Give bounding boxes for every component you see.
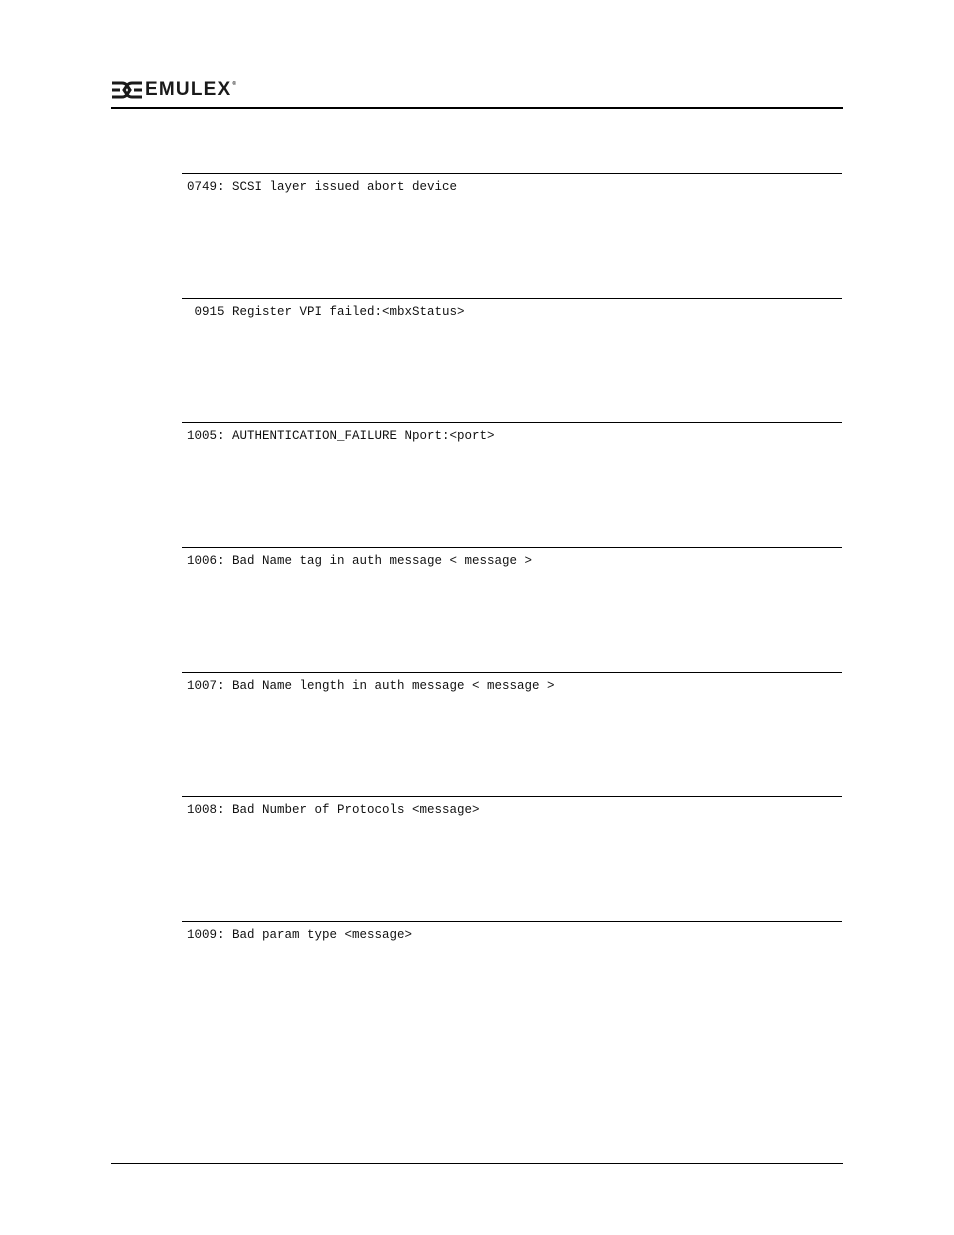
- emulex-mark-icon: [111, 80, 143, 100]
- entry-divider: [182, 298, 842, 299]
- message-entry-0915: [182, 298, 842, 422]
- message-text: 1009: Bad param type <message>: [187, 928, 413, 942]
- entry-divider: [182, 796, 842, 797]
- logo-trademark: ®: [232, 81, 238, 87]
- page-header: [111, 78, 843, 110]
- message-text: 1007: Bad Name length in auth message < message >: [187, 679, 555, 693]
- message-entry-1005: [182, 422, 842, 546]
- header-divider: [111, 107, 843, 109]
- message-entry-1007: [182, 672, 842, 796]
- message-text: 1006: Bad Name tag in auth message < message >: [187, 554, 533, 568]
- entry-divider: [182, 422, 842, 423]
- logo-wordmark: EMULEX®: [145, 79, 238, 100]
- message-entry-1006: [182, 547, 842, 671]
- emulex-logo: [111, 80, 237, 100]
- message-entry-0749: [182, 173, 842, 297]
- message-text: 0915 Register VPI failed:<mbxStatus>: [187, 305, 465, 319]
- entry-divider: [182, 547, 842, 548]
- message-entry-1008: [182, 796, 842, 920]
- entry-divider: [182, 672, 842, 673]
- footer-divider: [111, 1163, 843, 1164]
- message-text: 1005: AUTHENTICATION_FAILURE Nport:<port>: [187, 429, 495, 443]
- message-text: 0749: SCSI layer issued abort device: [187, 180, 458, 194]
- message-entry-1009: [182, 921, 842, 1045]
- message-text: 1008: Bad Number of Protocols <message>: [187, 803, 480, 817]
- entry-divider: [182, 921, 842, 922]
- entry-divider: [182, 173, 842, 174]
